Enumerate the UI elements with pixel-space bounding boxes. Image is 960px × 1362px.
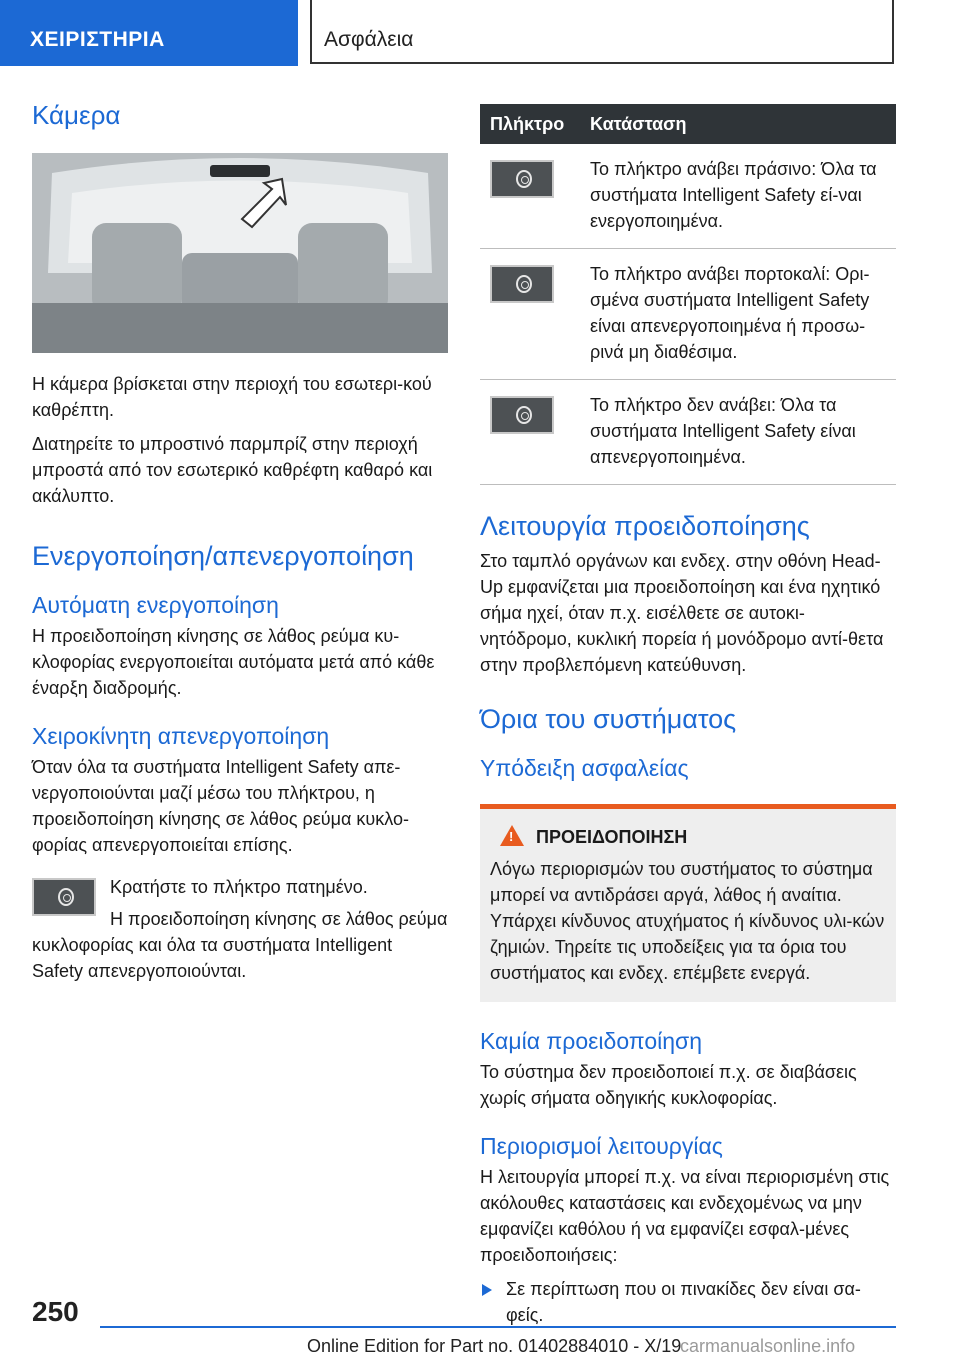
warning-function-paragraph: Στο ταμπλό οργάνων και ενδεχ. στην οθόνη Head-Up εμφανίζεται μια προειδοποίηση και ένα ηχητικό σήμα ηχεί, όταν π.χ. εισέλθετε σε αυτοκι-νητόδρομο, κυκλική πορεία ή μονόδρομο αντί-θετα στην προβλεπόμενη κατεύθυνση. [480,551,884,675]
camera-paragraph-1: Η κάμερα βρίσκεται στην περιοχή του εσωτερι-κού καθρέπτη. [32,374,432,420]
camera-heading: Κάμερα [32,100,121,130]
table-cell-icon [480,380,580,485]
left-column [32,100,448,984]
table-cell-icon [480,249,580,380]
camera-location-image [32,153,448,353]
function-limits-paragraph: Η λειτουργία μπορεί π.χ. να είναι περιορισμένη στις ακόλουθες καταστάσεις και ενδεχομένως να μην εμφανίζει καθόλου ή να εμφανίζει εσφαλ-μένες προειδοποιήσεις: [480,1167,890,1265]
table-row [480,144,896,249]
button-green-icon [490,160,554,198]
manual-step-instruction: Κρατήστε το πλήκτρο πατημένο. [110,877,368,897]
warning-box [480,804,896,1002]
manual-step-result: Η προειδοποίηση κίνησης σε λάθος ρεύμα κυκλοφορίας και όλα τα συστήματα Intelligent Safety απενεργοποιούνται. [32,909,448,981]
page-header [0,0,960,66]
list-item [480,1276,896,1328]
table-cell-icon [480,144,580,249]
intelligent-safety-button-icon [32,878,96,916]
warning-triangle-icon [500,825,524,846]
bullet-triangle-icon [482,1284,492,1296]
table-header-row [480,104,896,144]
table-row [480,249,896,380]
safety-note-heading: Υπόδειξη ασφαλείας [480,755,689,781]
button-orange-icon [490,265,554,303]
warning-title: ΠΡΟΕΙΔΟΠΟΙΗΣΗ [536,827,688,847]
car-interior-illustration [32,153,448,353]
function-limits-heading: Περιορισμοί λειτουργίας [480,1133,723,1159]
list-item-text: Σε περίπτωση που οι πινακίδες δεν είναι σα-φείς. [506,1279,861,1325]
right-column [480,104,896,1328]
manual-step [32,874,448,984]
auto-activation-paragraph: Η προειδοποίηση κίνησης σε λάθος ρεύμα κυ-κλοφορίας ενεργοποιείται αυτόματα μετά από κάθε έναρξη διαδρομής. [32,626,435,698]
footer-divider [100,1326,896,1328]
activation-heading: Ενεργοποίηση/απενεργοποίηση [32,541,414,571]
table-header-key: Πλήκτρο [480,104,580,144]
section-label: ΧΕΙΡΙΣΤΗΡΙΑ [0,0,298,66]
page-number: 250 [32,1296,79,1327]
auto-activation-heading: Αυτόματη ενεργοποίηση [32,592,279,618]
manual-deactivation-heading: Χειροκίνητη απενεργοποίηση [32,723,330,749]
chapter-label: Ασφάλεια [310,0,894,64]
table-header-status: Κατάσταση [580,104,896,144]
watermark: carmanualsonline.info [680,1336,856,1356]
system-limits-heading: Όρια του συστήματος [480,704,737,734]
edition-text: Online Edition for Part no. 01402884010 - X/19 [307,1336,682,1356]
button-off-icon [490,396,554,434]
table-cell-status: Το πλήκτρο δεν ανάβει: Όλα τα συστήματα Intelligent Safety είναι απενεργοποιημένα. [580,380,896,485]
no-warning-paragraph: Το σύστημα δεν προειδοποιεί π.χ. σε διαβάσεις χωρίς σήματα οδηγικής κυκλοφορίας. [480,1062,857,1108]
manual-deactivation-paragraph: Όταν όλα τα συστήματα Intelligent Safety απε-νεργοποιούνται μαζί μέσω του πλήκτρου, η προειδοποίηση κίνησης σε λάθος ρεύμα κυκλο-φορίας απενεργοποιείται επίσης. [32,757,410,855]
table-cell-status: Το πλήκτρο ανάβει πράσινο: Όλα τα συστήματα Intelligent Safety εί-ναι ενεργοποιημένα. [580,144,896,249]
table-row [480,380,896,485]
warning-title-row [536,827,886,848]
table-cell-status: Το πλήκτρο ανάβει πορτοκαλί: Ορι-σμένα συστήματα Intelligent Safety είναι απενεργοποιημένα ή προσω-ρινά μη διαθέσιμα. [580,249,896,380]
warning-function-heading: Λειτουργία προειδοποίησης [480,511,810,541]
button-status-table [480,104,896,485]
camera-paragraph-2: Διατηρείτε το μπροστινό παρμπρίζ στην περιοχή μπροστά από τον εσωτερικό καθρέφτη καθαρό και ακάλυπτο. [32,434,433,506]
warning-text: Λόγω περιορισμών του συστήματος το σύστημα μπορεί να αντιδράσει αργά, λάθος ή αναίτια. Υπάρχει κίνδυνος ατυχήματος ή κίνδυνος υλι-κών ζημιών. Τηρείτε τις υποδείξεις για τα όρια του συστήματος και ενδεχ. επέμβετε ενεργά. [490,859,885,983]
no-warning-heading: Καμία προειδοποίηση [480,1028,703,1054]
